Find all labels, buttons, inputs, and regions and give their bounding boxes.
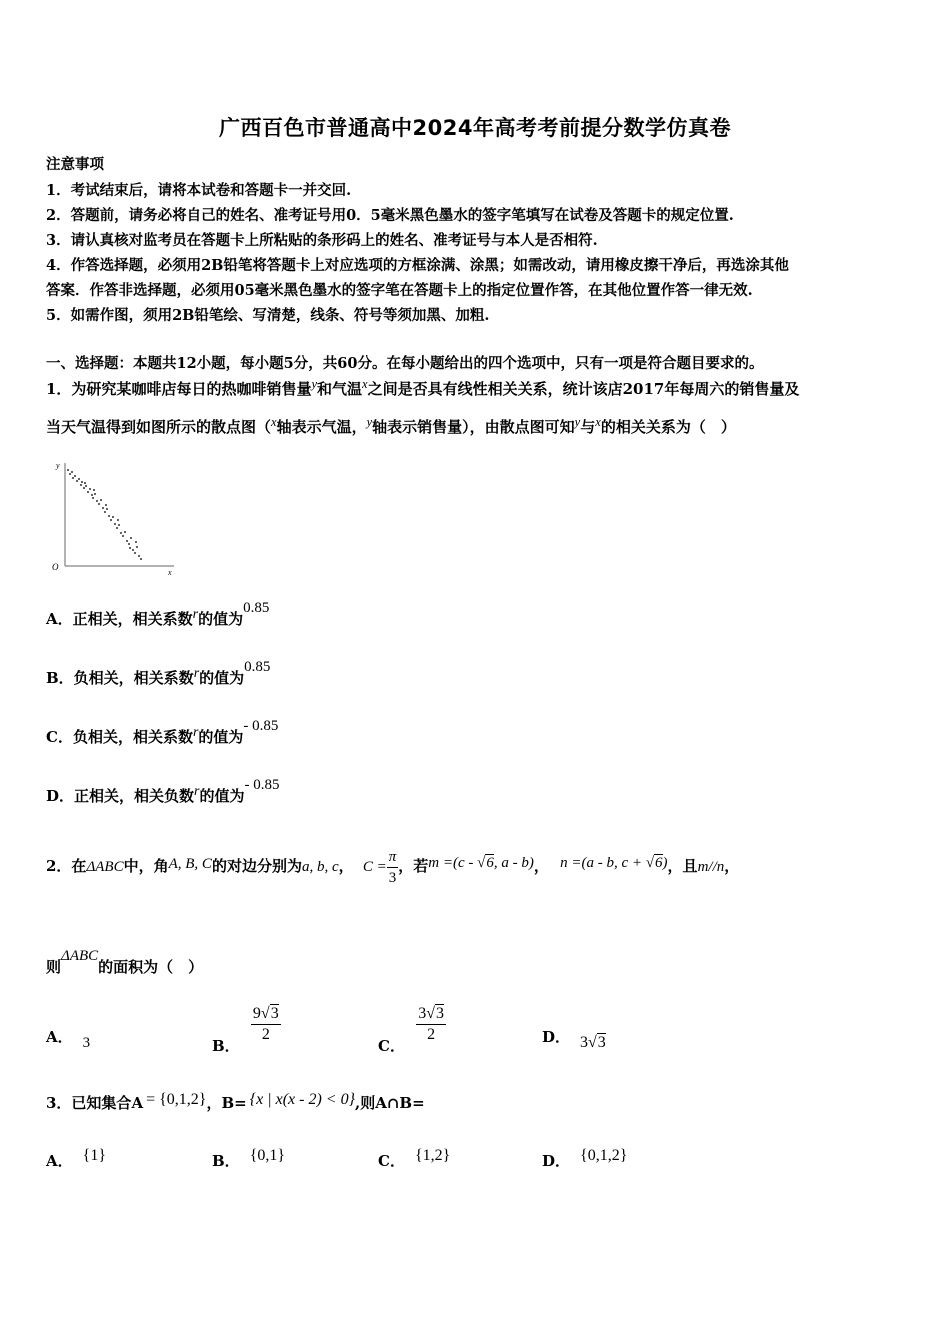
point bbox=[93, 489, 95, 491]
triangle-abc: ΔABC bbox=[61, 948, 99, 964]
vector-m: m =(c - √6, a - b) bbox=[428, 855, 534, 871]
var-r: r bbox=[194, 784, 200, 799]
var-r: r bbox=[192, 607, 199, 622]
origin-label: O bbox=[52, 562, 59, 572]
q2-text: ， bbox=[338, 857, 354, 875]
notice-item: 1．考试结束后，请将本试卷和答题卡一并交回. bbox=[46, 182, 352, 199]
var-x: x bbox=[362, 377, 368, 391]
point bbox=[118, 524, 120, 526]
m-label: m = bbox=[428, 855, 454, 871]
point bbox=[116, 527, 118, 529]
radicand: 3 bbox=[597, 1034, 606, 1051]
q3-text: 3．已知集合A bbox=[46, 1094, 144, 1112]
option-value: 3 bbox=[82, 1035, 91, 1051]
q2-text: 2．在 bbox=[46, 857, 87, 875]
option-label: A． bbox=[46, 1152, 73, 1170]
sides: a, b, c bbox=[301, 859, 339, 875]
set-b: {x | x(x - 2) < 0} bbox=[249, 1091, 355, 1108]
point bbox=[84, 482, 86, 484]
option-label: A． bbox=[46, 1028, 73, 1046]
q2-text: ，若 bbox=[398, 857, 429, 875]
q1-text: 与 bbox=[580, 418, 596, 436]
q2-option-b[interactable] bbox=[212, 1004, 281, 1055]
q3-option-d[interactable] bbox=[542, 1147, 628, 1171]
option-text: 的值为 bbox=[198, 728, 244, 746]
q2-text: 则 bbox=[46, 958, 62, 976]
option-value: {1,2} bbox=[414, 1147, 451, 1164]
point bbox=[94, 493, 96, 495]
option-value: 0.85 bbox=[243, 600, 270, 616]
option-value: - 0.85 bbox=[243, 718, 279, 734]
point bbox=[136, 546, 138, 548]
point bbox=[71, 471, 73, 473]
point bbox=[122, 535, 124, 537]
q2-text: 的对边分别为 bbox=[211, 857, 302, 875]
y-axis-label: y bbox=[56, 461, 60, 470]
point bbox=[69, 473, 71, 475]
option-text: 的值为 bbox=[199, 787, 245, 805]
option-value: {0,1} bbox=[249, 1147, 286, 1164]
m-body: (c - bbox=[453, 855, 478, 871]
numerator: 3√3 bbox=[416, 1004, 446, 1025]
point bbox=[112, 516, 114, 518]
q3-option-b[interactable] bbox=[212, 1147, 286, 1171]
m-parallel-n: m//n bbox=[697, 859, 725, 875]
option-label: B． bbox=[212, 1152, 240, 1170]
triangle-abc: ΔABC bbox=[86, 859, 124, 875]
point bbox=[92, 497, 94, 499]
point bbox=[135, 541, 137, 543]
notice-item: 3．请认真核对监考员在答题卡上所粘贴的条形码上的姓名、准考证号与本人是否相符. bbox=[46, 232, 598, 249]
q2-text: 的面积为（ ） bbox=[98, 958, 204, 976]
option-fraction bbox=[251, 1004, 281, 1045]
option-text: 的值为 bbox=[198, 610, 244, 628]
point bbox=[120, 532, 122, 534]
option-label: C．负相关，相关系数 bbox=[46, 728, 193, 746]
option-value: 3√3 bbox=[580, 1034, 606, 1051]
q1-option-d[interactable] bbox=[46, 777, 280, 806]
point bbox=[132, 549, 134, 551]
point bbox=[124, 531, 126, 533]
q3-option-a[interactable] bbox=[46, 1147, 106, 1171]
q3-line bbox=[46, 1092, 425, 1113]
numerator: 9√3 bbox=[251, 1004, 281, 1025]
var-y: y bbox=[311, 377, 318, 391]
m-body: , a - b) bbox=[493, 855, 534, 871]
set-a: = {0,1,2} bbox=[146, 1091, 207, 1108]
option-label: C． bbox=[378, 1152, 405, 1170]
point bbox=[98, 503, 100, 505]
option-label: D． bbox=[542, 1028, 571, 1046]
option-fraction bbox=[416, 1004, 446, 1045]
point bbox=[130, 537, 132, 539]
var-y: y bbox=[574, 415, 581, 429]
q1-line2 bbox=[46, 415, 736, 437]
point bbox=[87, 491, 89, 493]
coef: 3 bbox=[580, 1034, 589, 1051]
option-label: D．正相关，相关负数 bbox=[46, 787, 195, 805]
var-x: x bbox=[271, 415, 277, 429]
numerator: π bbox=[387, 847, 399, 868]
option-label: B．负相关，相关系数 bbox=[46, 669, 194, 687]
notice-heading: 注意事项 bbox=[46, 156, 104, 173]
option-value: {1} bbox=[82, 1147, 106, 1164]
point bbox=[114, 523, 116, 525]
q1-option-a[interactable] bbox=[46, 600, 270, 629]
q1-text: 的相关关系为（ ） bbox=[600, 418, 736, 436]
point bbox=[100, 499, 102, 501]
q1-text: 1．为研究某咖啡店每日的热咖啡销售量 bbox=[46, 380, 312, 398]
point bbox=[140, 558, 142, 560]
point bbox=[96, 500, 98, 502]
q2-option-a[interactable] bbox=[46, 1026, 91, 1051]
point bbox=[85, 485, 87, 487]
denominator: 3 bbox=[388, 869, 397, 886]
radicand: 3 bbox=[270, 1005, 279, 1022]
point bbox=[72, 477, 74, 479]
option-label: B． bbox=[212, 1036, 240, 1055]
q1-text: 当天气温得到如图所示的散点图（ bbox=[46, 418, 272, 436]
point bbox=[138, 555, 140, 557]
notice-item: 2．答题前，请务必将自己的姓名、准考证号用0．5毫米黑色墨水的签字笔填写在试卷及答题卡的规定位置. bbox=[46, 207, 734, 224]
angles: A, B, C bbox=[168, 856, 212, 872]
option-value: 0.85 bbox=[244, 659, 271, 675]
q1-line1 bbox=[46, 377, 799, 399]
q2-text: ， bbox=[533, 857, 549, 875]
point bbox=[81, 481, 83, 483]
point bbox=[108, 515, 110, 517]
point bbox=[76, 480, 78, 482]
point bbox=[74, 475, 76, 477]
point bbox=[83, 487, 85, 489]
n-body: (a - b, c + bbox=[581, 855, 646, 871]
point bbox=[67, 469, 69, 471]
coef: 9 bbox=[252, 1005, 261, 1022]
option-text: 的值为 bbox=[199, 669, 245, 687]
notice-item: 答案．作答非选择题，必须用05毫米黑色墨水的签字笔在答题卡上的指定位置作答，在其他位置作答一律无效. bbox=[46, 282, 753, 299]
point bbox=[128, 543, 130, 545]
sqrt-six: 6 bbox=[486, 855, 494, 871]
sqrt-six: 6 bbox=[655, 855, 663, 871]
q2-option-c[interactable] bbox=[378, 1004, 446, 1055]
option-label: D． bbox=[542, 1152, 571, 1170]
x-axis-label: x bbox=[168, 568, 172, 577]
q3-option-c[interactable] bbox=[378, 1147, 451, 1171]
q1-text: 轴表示销售量），由散点图可知 bbox=[372, 418, 575, 436]
q1-text: 之间是否具有线性相关关系，统计该店2017年每周六的销售量及 bbox=[367, 380, 800, 398]
point bbox=[91, 494, 93, 496]
q2-option-d[interactable] bbox=[542, 1026, 606, 1051]
point bbox=[110, 519, 112, 521]
pi-over-3 bbox=[387, 847, 399, 888]
point bbox=[78, 478, 80, 480]
point bbox=[104, 511, 106, 513]
q2-text: ，且 bbox=[667, 857, 698, 875]
option-label: C． bbox=[378, 1036, 405, 1055]
notice-item: 5．如需作图，须用2B铅笔绘、写清楚，线条、符号等须加黑、加粗. bbox=[46, 307, 490, 324]
point bbox=[80, 484, 82, 486]
point bbox=[106, 508, 108, 510]
point bbox=[126, 540, 128, 542]
option-label: A．正相关，相关系数 bbox=[46, 610, 193, 628]
notice-item: 4．作答选择题，必须用2B铅笔将答题卡上对应选项的方框涂满、涂黑；如需改动，请用橡皮擦干净后，再选涂其他 bbox=[46, 257, 789, 274]
q2-line2 bbox=[46, 948, 204, 977]
q1-option-c[interactable] bbox=[46, 718, 279, 747]
point bbox=[129, 547, 131, 549]
scatter-plot bbox=[48, 458, 183, 578]
point bbox=[89, 488, 91, 490]
var-r: r bbox=[193, 666, 200, 681]
q1-option-b[interactable] bbox=[46, 659, 271, 688]
q1-text: 轴表示气温， bbox=[276, 418, 367, 436]
q1-text: 和气温 bbox=[317, 380, 363, 398]
point bbox=[117, 519, 119, 521]
q2-text: 中，角 bbox=[123, 857, 169, 875]
c-equation: C = bbox=[362, 859, 387, 875]
denominator: 2 bbox=[427, 1026, 436, 1043]
var-y: y bbox=[366, 415, 373, 429]
option-value: {0,1,2} bbox=[580, 1147, 628, 1164]
var-r: r bbox=[192, 725, 199, 740]
point bbox=[102, 507, 104, 509]
denominator: 2 bbox=[261, 1026, 270, 1043]
q3-text: ，B= bbox=[206, 1094, 247, 1112]
q2-text: ， bbox=[724, 857, 740, 875]
q3-text: ,则A∩B= bbox=[355, 1094, 425, 1112]
point bbox=[134, 552, 136, 554]
option-value: - 0.85 bbox=[244, 777, 280, 793]
coef: 3 bbox=[418, 1005, 427, 1022]
point bbox=[105, 504, 107, 506]
n-body: ) bbox=[662, 855, 668, 871]
n-label: n = bbox=[560, 855, 582, 871]
var-x: x bbox=[595, 415, 601, 429]
section-heading: 一、选择题：本题共12小题，每小题5分，共60分。在每小题给出的四个选项中，只有一项是符合题目要求的。 bbox=[46, 355, 764, 372]
scatter-points bbox=[67, 469, 142, 560]
radicand: 3 bbox=[435, 1005, 444, 1022]
q2-line1 bbox=[46, 846, 739, 888]
page-title: 广西百色市普通高中2024年高考考前提分数学仿真卷 bbox=[219, 116, 731, 140]
vector-n: n =(a - b, c + √6) bbox=[560, 855, 668, 871]
